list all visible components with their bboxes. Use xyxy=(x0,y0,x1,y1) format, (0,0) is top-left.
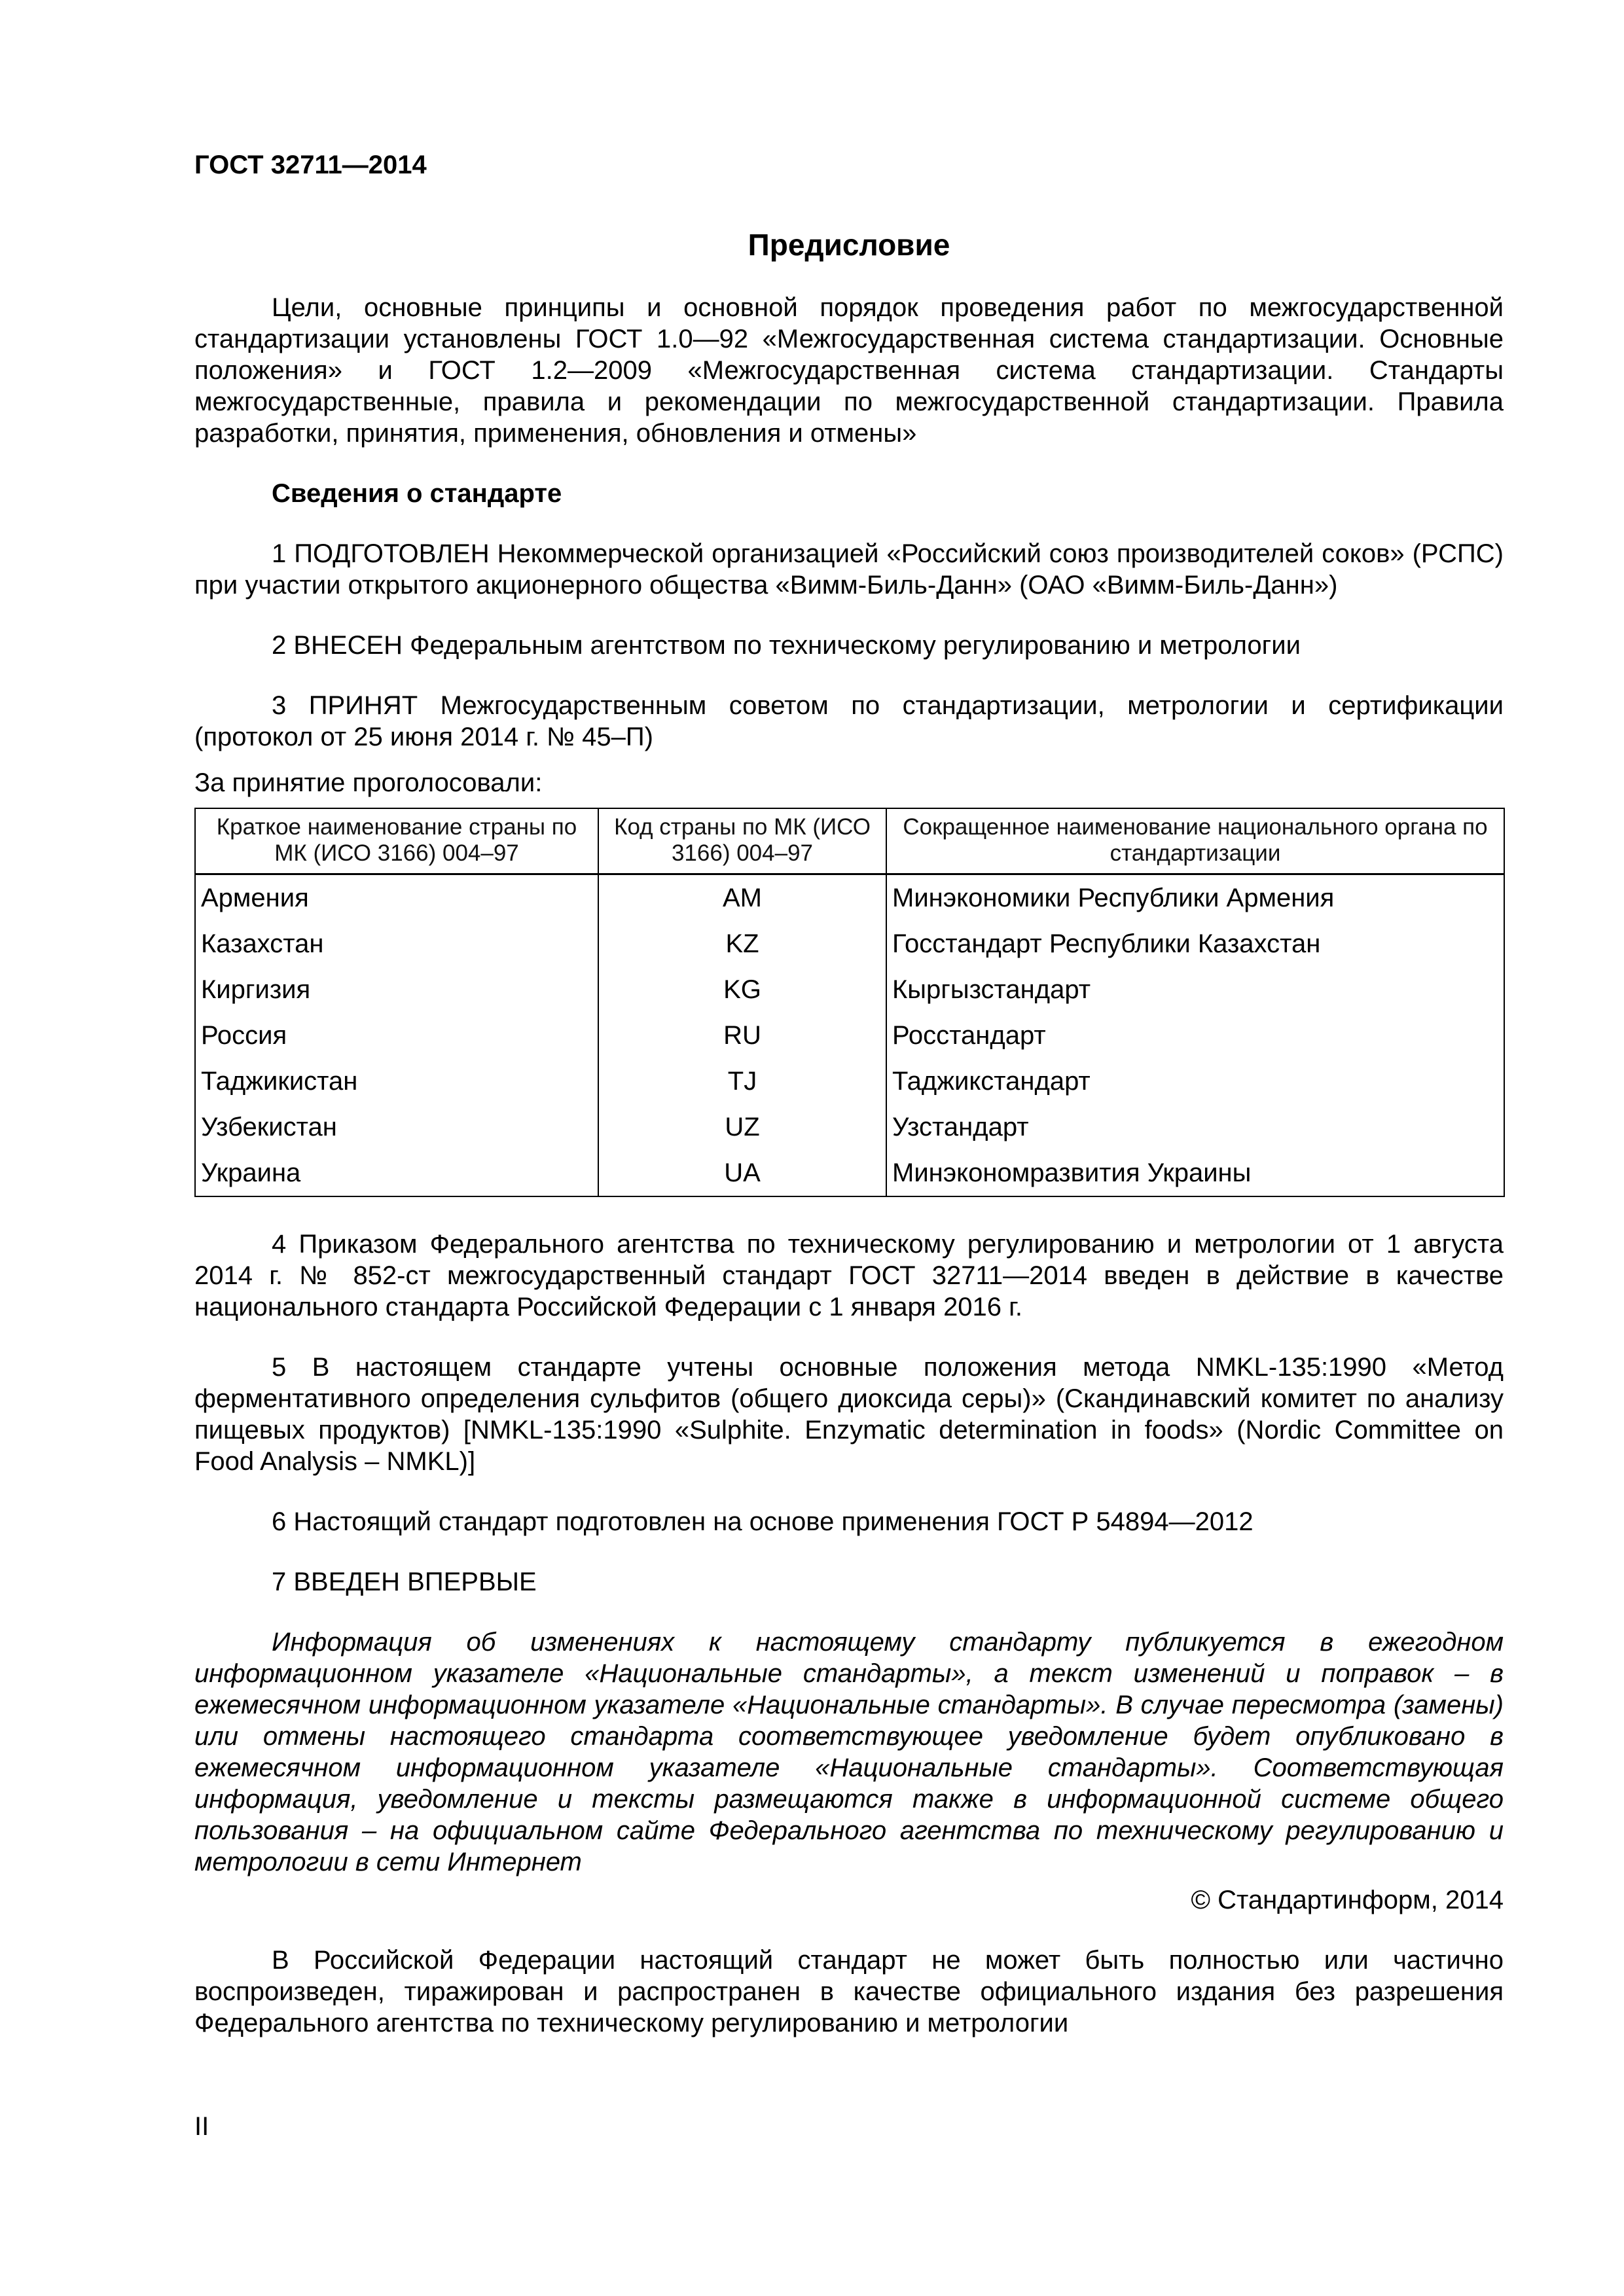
country-name: Киргизия xyxy=(195,967,598,1013)
authority-name: Минэкономразвития Украины xyxy=(886,1150,1504,1196)
table-header-row xyxy=(195,808,1504,874)
authority-name: Таджикстандарт xyxy=(886,1058,1504,1104)
authority-name: Кыргызстандарт xyxy=(886,967,1504,1013)
table-row xyxy=(195,921,1504,967)
country-code: KG xyxy=(598,967,886,1013)
item-7-first-introduced: 7 ВВЕДЕН ВПЕРВЫЕ xyxy=(272,1568,537,1596)
authority-name: Минэкономики Республики Армения xyxy=(886,874,1504,922)
table-row xyxy=(195,1104,1504,1150)
table-row xyxy=(195,1058,1504,1104)
column-header-authority: Сокращенное наименование национального органа по стандартизации xyxy=(886,808,1504,874)
table-row xyxy=(195,1150,1504,1196)
authority-name: Госстандарт Республики Казахстан xyxy=(886,921,1504,967)
item-5-method: 5 В настоящем стандарте учтены основные положения метода NMKL-135:1990 «Метод ферментативного определения сульфитов (общего диоксида серы)» (Скандинавский комитет по анализу пищевых продуктов) [NMKL-135:1990 «Sulphite. Enzymatic determination in foods» (Nordic Committee on Food Analysis – NMKL)] xyxy=(194,1353,1504,1476)
authority-name: Узстандарт xyxy=(886,1104,1504,1150)
authority-name: Росстандарт xyxy=(886,1013,1504,1058)
country-code: UA xyxy=(598,1150,886,1196)
column-header-code: Код страны по МК (ИСО 3166) 004–97 xyxy=(598,808,886,874)
table-row xyxy=(195,874,1504,922)
intro-paragraph: Цели, основные принципы и основной порядок проведения работ по межгосударственной стандартизации установлены ГОСТ 1.0—92 «Межгосударственная система стандартизации. Основные положения» и ГОСТ 1.2—2009 «Межгосударственная система стандартизации. Стандарты межгосударственные, правила и рекомендации по межгосударственной стандартизации. Правила разработки, принятия, применения, обновления и отмены» xyxy=(194,293,1504,448)
country-name: Узбекистан xyxy=(195,1104,598,1150)
country-name: Россия xyxy=(195,1013,598,1058)
page-number: II xyxy=(194,2112,209,2141)
column-header-country: Краткое наименование страны по МК (ИСО 3166) 004–97 xyxy=(195,808,598,874)
copyright-notice: © Стандартинформ, 2014 xyxy=(1191,1886,1504,1914)
reproduction-notice: В Российской Федерации настоящий стандарт не может быть полностью или частично воспроизведен, тиражирован и распространен в качестве официального издания без разрешения Федерального агентства по техническому регулированию и метрологии xyxy=(194,1946,1504,2037)
item-4-order: 4 Приказом Федерального агентства по техническому регулированию и метрологии от 1 августа 2014 г. № 852-ст межгосударственный стандарт ГОСТ 32711—2014 введен в действие в качестве национального стандарта Российской Федерации с 1 января 2016 г. xyxy=(194,1230,1504,1321)
voted-label: За принятие проголосовали: xyxy=(194,768,543,797)
item-6-basis: 6 Настоящий стандарт подготовлен на основе применения ГОСТ Р 54894—2012 xyxy=(272,1507,1254,1536)
country-code: UZ xyxy=(598,1104,886,1150)
country-name: Украина xyxy=(195,1150,598,1196)
country-code: RU xyxy=(598,1013,886,1058)
info-heading: Сведения о стандарте xyxy=(272,479,562,508)
section-title: Предисловие xyxy=(748,228,950,262)
voting-table xyxy=(194,808,1505,1197)
country-code: AM xyxy=(598,874,886,922)
country-name: Таджикистан xyxy=(195,1058,598,1104)
item-1-prepared: 1 ПОДГОТОВЛЕН Некоммерческой организацией «Российский союз производителей соков» (РСПС) при участии открытого акционерного общества «Вимм-Биль-Данн» (ОАО «Вимм-Биль-Данн») xyxy=(194,539,1504,600)
country-name: Казахстан xyxy=(195,921,598,967)
item-2-introduced: 2 ВНЕСЕН Федеральным агентством по техническому регулированию и метрологии xyxy=(272,631,1301,660)
country-code: KZ xyxy=(598,921,886,967)
page-content xyxy=(194,149,1504,2039)
changes-information: Информация об изменениях к настоящему стандарту публикуется в ежегодном информационном указателе «Национальные стандарты», а текст изменений и поправок – в ежемесячном информационном указателе «Национальные стандарты». В случае пересмотра (замены) или отмены настоящего стандарта соответствующее уведомление будет опубликовано в ежемесячном информационном указателе «Национальные стандарты». Соответствующая информация, уведомление и тексты размещаются также в информационной системе общего пользования – на официальном сайте Федерального агентства по техническому регулированию и метрологии в сети Интернет xyxy=(194,1628,1504,1876)
table-row xyxy=(195,967,1504,1013)
item-3-adopted: 3 ПРИНЯТ Межгосударственным советом по стандартизации, метрологии и сертификации (протокол от 25 июня 2014 г. № 45–П) xyxy=(194,691,1504,751)
country-code: TJ xyxy=(598,1058,886,1104)
country-name: Армения xyxy=(195,874,598,922)
table-row xyxy=(195,1013,1504,1058)
document-id: ГОСТ 32711—2014 xyxy=(194,151,427,179)
